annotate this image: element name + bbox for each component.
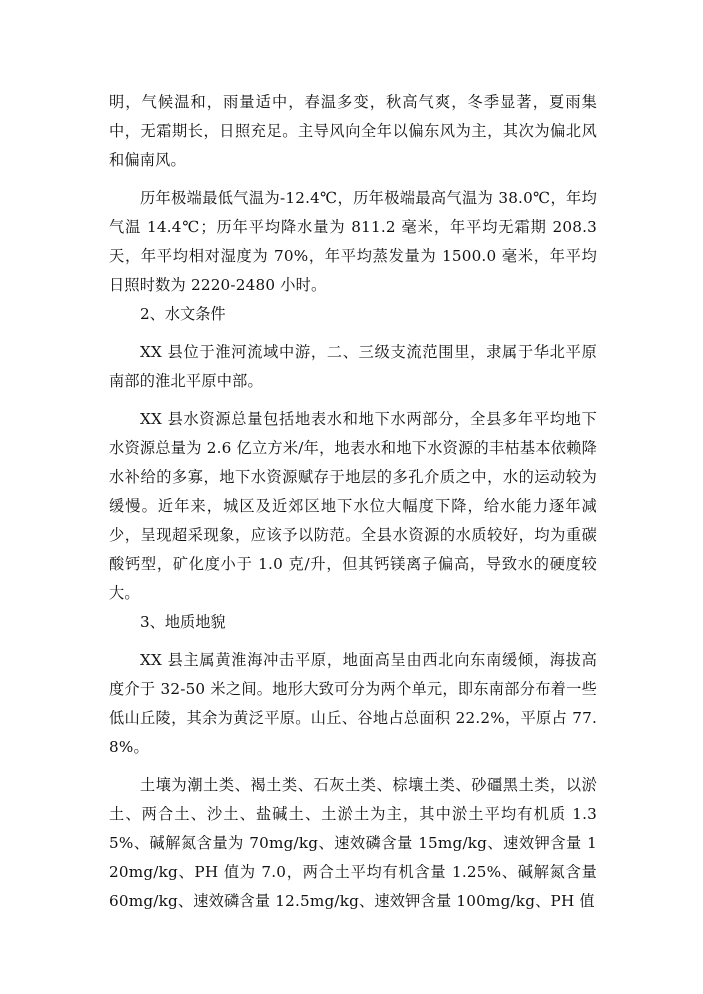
- paragraph-hydrology-location: XX 县位于淮河流域中游，二、三级支流范围里，隶属于华北平原南部的淮北平原中部。: [109, 343, 597, 390]
- paragraph-geology-terrain: XX 县主属黄淮海冲击平原，地面高呈由西北向东南缓倾，海拔高度介于 32-50 米之间。地形大致可分为两个单元，即东南部分布着一些低山丘陵，其余为黄泛平原。山丘、谷地占总面积 22.2%，平原占 77.8%。: [109, 651, 597, 756]
- section-heading-geology: 3、地质地貌: [140, 613, 226, 631]
- paragraph-climate-continuation: 明，气候温和，雨量适中，春温多变，秋高气爽，冬季显著，夏雨集中，无霜期长，日照充足。主导风向全年以偏东风为主，其次为偏北风和偏南风。: [109, 93, 597, 169]
- paragraph-hydrology-resources: XX 县水资源总量包括地表水和地下水两部分，全县多年平均地下水资源总量为 2.6 亿立方米/年，地表水和地下水资源的丰枯基本依赖降水补给的多寡，地下水资源赋存于地层的多孔介质之中，水的运动较为缓慢。近年来，城区及近郊区地下水位大幅度下降，给水能力逐年减少，呈现超采现象，应该予以防范。全县水资源的水质较好，均为重碳酸钙型，矿化度小于 1.0 克/升，但其钙镁离子偏高，导致水的硬度较大。: [109, 410, 597, 602]
- paragraph-climate-statistics: 历年极端最低气温为-12.4℃，历年极端最高气温为 38.0℃，年均气温 14.4℃；历年平均降水量为 811.2 毫米，年平均无霜期 208.3 天，年平均相对湿度为 70%，年平均蒸发量为 1500.0 毫米，年平均日照时数为 2220-2480 小时。: [109, 189, 597, 294]
- paragraph-soil-types: 土壤为潮土类、褐土类、石灰土类、棕壤土类、砂礓黑土类，以淤土、两合土、沙土、盐碱土、土淤土为主，其中淤土平均有机质 1.35%、碱解氮含量为 70mg/kg、速效磷含量 15mg/kg、速效钾含量 120mg/kg、PH 值为 7.0，两合土平均有机含量 1.25%、碱解氮含量 60mg/kg、速效磷含量 12.5mg/kg、速效钾含量 100mg/kg、PH 值: [109, 776, 597, 910]
- section-heading-hydrology: 2、水文条件: [140, 305, 226, 323]
- document-page: [109, 88, 597, 916]
